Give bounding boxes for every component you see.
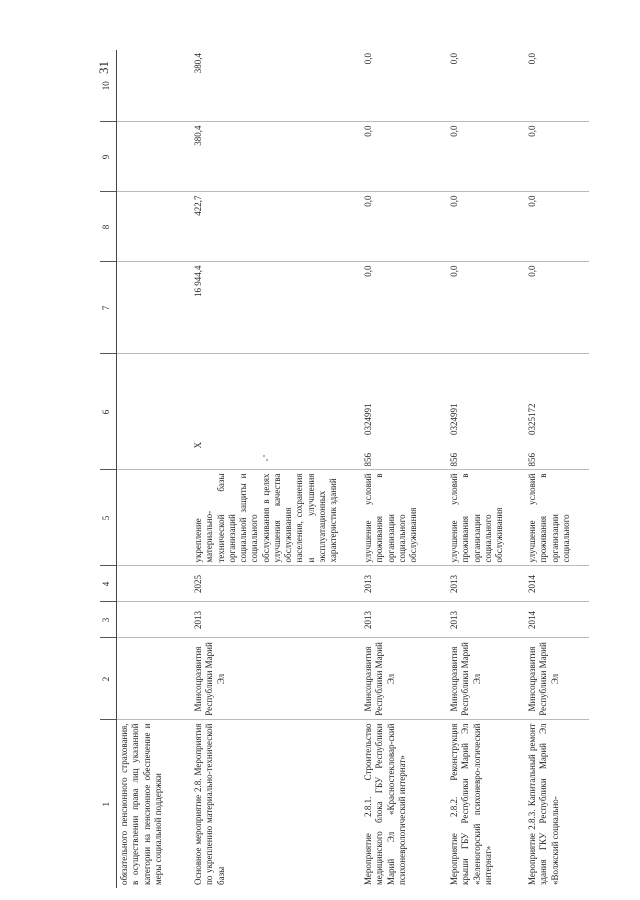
csr-code: 0324991: [449, 403, 459, 435]
amount-cell: 380,4: [191, 50, 361, 122]
amount-cell: 422,7: [191, 192, 361, 262]
executor-cell: Минсоцразвития Республики Марий Эл: [361, 638, 447, 720]
end-year-cell: [117, 566, 192, 602]
end-year-cell: 2013: [447, 566, 525, 602]
csr-code: Х: [193, 442, 203, 449]
amount-cell: 0,0: [361, 122, 447, 192]
executor-cell: Минсоцразвития Республики Марий Эл: [191, 638, 361, 720]
column-header: 4: [100, 566, 117, 602]
start-year-cell: 2014: [525, 602, 589, 638]
measure-name-cell: Основное мероприятие 2.8. Мероприятия по укреплению материально-технической базы: [193, 723, 226, 885]
start-year-cell: 2013: [447, 602, 525, 638]
table-row: [117, 50, 192, 888]
table-header-row: [100, 50, 117, 888]
column-header: 8: [100, 192, 117, 262]
amount-cell: 0,0: [525, 262, 589, 354]
amount-cell: [117, 262, 192, 354]
column-header: 7: [100, 262, 117, 354]
start-year-cell: 2013: [361, 602, 447, 638]
amount-cell: 0,0: [361, 192, 447, 262]
table-row: [191, 50, 361, 888]
expected-result-cell: укрепление материально-технической базы организаций социальной защиты и социального обслуживания в целях улучшения качества обслуживания населения, сохранения и улучшения эксплуатационных характеристик зданий: [191, 470, 361, 566]
expected-result-cell: улучшение условий проживания в организации социального: [525, 470, 589, 566]
column-header: 9: [100, 122, 117, 192]
scan-speck: [263, 455, 265, 457]
measure-name-cell: Мероприятие 2.8.3. Капитальный ремонт здания ГКУ Республики Марий Эл «Волжский социально-: [527, 723, 560, 885]
start-year-cell: [117, 602, 192, 638]
amount-cell: 0,0: [361, 50, 447, 122]
amount-cell: 0,0: [361, 262, 447, 354]
amount-cell: 0,0: [447, 122, 525, 192]
column-header: 5: [100, 470, 117, 566]
budget-code-cell: [117, 354, 192, 470]
amount-cell: 0,0: [525, 50, 589, 122]
measure-name-cell: Мероприятие 2.8.1. Строительство медицинского блока ГБУ Республики Марий Эл «Красностекловар-ский психоневрологический интернат»: [363, 723, 407, 885]
table-row: [361, 50, 447, 888]
measure-name-cell: Мероприятие 2.8.2. Реконструкция крыши ГБУ Республики Марий Эл «Зеленогорский психоневро-логический интернат»: [449, 723, 493, 885]
executor-cell: Минсоцразвития Республики Марий Эл: [525, 638, 589, 720]
scan-speck: [266, 459, 268, 461]
start-year-cell: 2013: [191, 602, 361, 638]
column-header: 1: [100, 720, 117, 888]
amount-cell: 0,0: [525, 192, 589, 262]
page-number-text: 31: [96, 61, 111, 74]
csr-code: 0325172: [527, 403, 537, 435]
amount-cell: [117, 50, 192, 122]
budget-code-cell: [525, 354, 589, 470]
amount-cell: 0,0: [447, 50, 525, 122]
budget-code-cell: [361, 354, 447, 470]
budget-code-cell: [447, 354, 525, 470]
grbs-code: 856: [449, 453, 459, 467]
column-header: 2: [100, 638, 117, 720]
program-measures-table: [100, 50, 589, 888]
column-header: 10: [100, 50, 117, 122]
end-year-cell: 2025: [191, 566, 361, 602]
grbs-code: 856: [363, 453, 373, 467]
rotated-table-container: [100, 50, 640, 888]
grbs-code: 856: [527, 453, 537, 467]
csr-code: 0324991: [363, 403, 373, 435]
amount-cell: 16 944,4: [191, 262, 361, 354]
column-header: 3: [100, 602, 117, 638]
executor-cell: [117, 638, 192, 720]
table-row: [525, 50, 589, 888]
column-header: 6: [100, 354, 117, 470]
expected-result-cell: улучшение условий проживания в организации социального обслуживания: [447, 470, 525, 566]
end-year-cell: 2014: [525, 566, 589, 602]
amount-cell: 0,0: [525, 122, 589, 192]
end-year-cell: 2013: [361, 566, 447, 602]
amount-cell: [117, 192, 192, 262]
amount-cell: 380,4: [191, 122, 361, 192]
expected-result-cell: улучшение условий проживания в организации социального обслуживания: [361, 470, 447, 566]
budget-code-cell: [191, 354, 361, 470]
table-row: [447, 50, 525, 888]
amount-cell: [117, 122, 192, 192]
expected-result-cell: [117, 470, 192, 566]
amount-cell: 0,0: [447, 192, 525, 262]
measure-name-cell: обязательного пенсионного страхования, в осуществлении права лиц указанной категории на пенсионное обеспечение и меры социальной поддержки: [119, 723, 163, 885]
amount-cell: 0,0: [447, 262, 525, 354]
executor-cell: Минсоцразвития Республики Марий Эл: [447, 638, 525, 720]
